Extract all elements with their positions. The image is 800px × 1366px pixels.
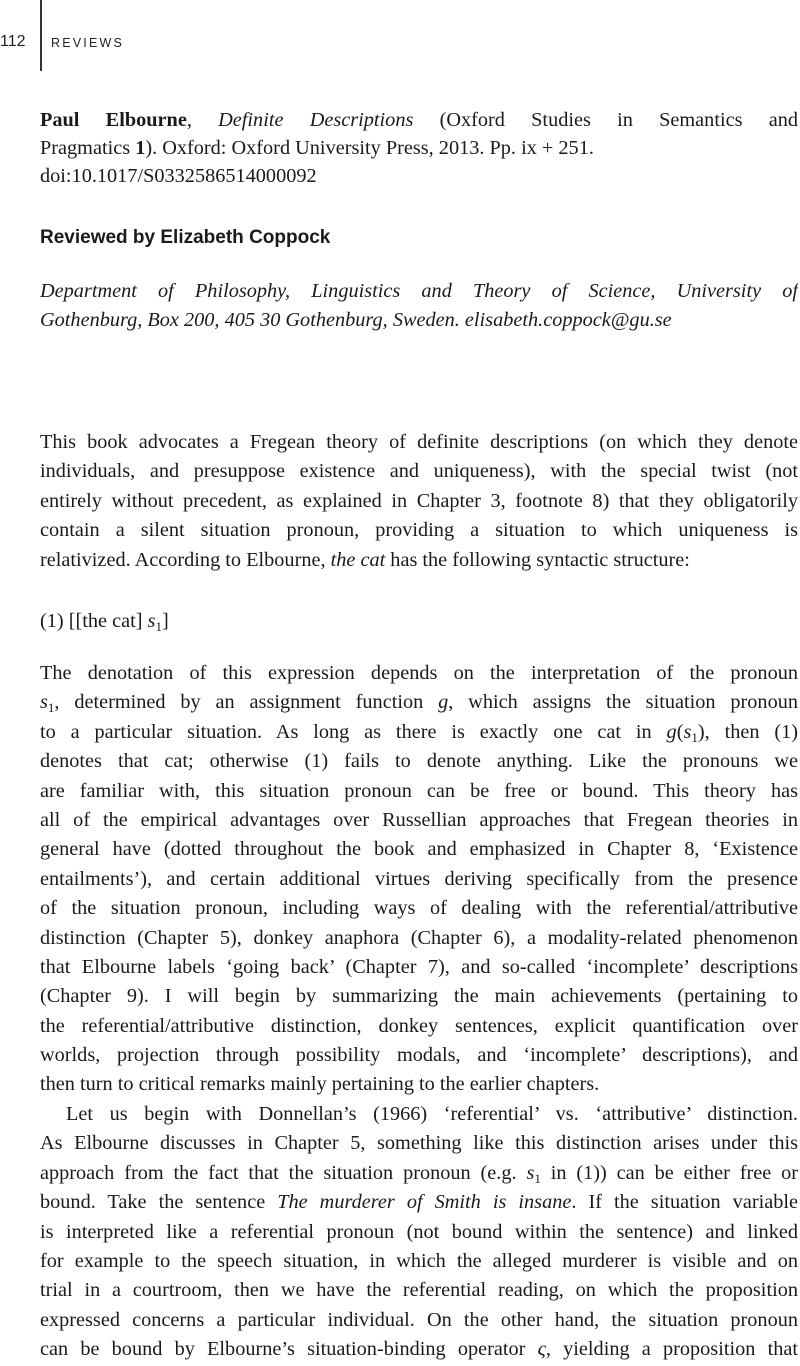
text-line: [40, 162, 798, 190]
text-line: [40, 1041, 798, 1070]
text-run: ]: [161, 610, 169, 632]
text-run: bound. Take the sentence: [40, 1191, 278, 1214]
text-line: [40, 457, 798, 486]
text-run: the referential/attributive distinction, donkey sentences, explicit quantification over: [40, 1014, 798, 1037]
text-run: This book advocates a Fregean theory of definite descriptions (on which they denote: [40, 431, 798, 453]
text-line: [40, 806, 798, 835]
text-run: (: [676, 720, 684, 743]
header-rule: [40, 0, 42, 71]
text-run: has the following syntactic structure:: [385, 548, 690, 571]
reviewer-affiliation: [40, 277, 798, 335]
text-line: [40, 1335, 798, 1364]
text-run: in (1)) can be either free or: [540, 1161, 798, 1184]
text-run: ). Oxford: Oxford University Press, 2013. Pp. ix + 251.: [145, 137, 594, 159]
text-run: contain a silent situation pronoun, providing a situation to which uniqueness is: [40, 519, 798, 542]
italic-text: ς: [537, 1338, 546, 1361]
text-run: (Oxford Studies in Semantics and: [413, 109, 798, 131]
text-run: approach from the fact that the situation pronoun (e.g.: [40, 1161, 527, 1184]
italic-text: s: [40, 691, 48, 714]
text-run: then turn to critical remarks mainly pertaining to the earlier chapters.: [40, 1073, 600, 1096]
text-run: Let us begin with Donnellan’s (1966) ‘referential’ vs. ‘attributive’ distinction.: [66, 1103, 798, 1125]
text-line: [40, 1218, 798, 1247]
paragraph-1: [40, 428, 798, 575]
text-run: (Chapter 9). I will begin by summarizing the main achievements (pertaining to: [40, 985, 798, 1008]
text-line: [40, 1159, 798, 1188]
italic-text: Department of Philosophy, Linguistics and Theory of Science, University of: [40, 280, 798, 302]
running-head: REVIEWS: [51, 36, 125, 50]
reviewer-heading: Reviewed by Elizabeth Coppock: [40, 227, 331, 248]
text-run: , yielding a proposition that: [545, 1338, 798, 1361]
text-run: relativized. According to Elbourne,: [40, 548, 331, 571]
text-line: [40, 953, 798, 982]
text-run: is interpreted like a referential pronoun (not bound within the sentence) and linked: [40, 1220, 798, 1243]
text-run: worlds, projection through possibility modals, and ‘incomplete’ descriptions), and: [40, 1044, 798, 1067]
text-line: [40, 1306, 798, 1335]
subscript: 1: [534, 1170, 541, 1186]
text-run: are familiar with, this situation pronoun can be free or bound. This theory has: [40, 779, 798, 802]
italic-text: s: [526, 1161, 535, 1184]
text-line: [40, 1247, 798, 1276]
text-run: for example to the speech situation, in which the alleged murderer is visible and on: [40, 1249, 798, 1272]
text-run: general have (dotted throughout the book and emphasized in Chapter 8, ‘Existence: [40, 838, 798, 861]
text-run: entirely without precedent, as explained in Chapter 3, footnote 8) that they obligatorily: [40, 489, 798, 512]
italic-text: s: [683, 720, 692, 743]
italic-text: Gothenburg, Box 200, 405 30 Gothenburg, Sweden. elisabeth.coppock@gu.se: [40, 309, 672, 331]
text-line: [40, 982, 798, 1011]
text-run: As Elbourne discusses in Chapter 5, something like this distinction arises under this: [40, 1132, 798, 1155]
text-line: [40, 546, 798, 575]
text-line: [40, 659, 798, 688]
text-run: to a particular situation. As long as there is exactly one cat in: [40, 720, 667, 743]
text-run: ,: [186, 109, 219, 131]
italic-text: The murderer of Smith is insane: [277, 1191, 572, 1214]
subscript: 1: [47, 700, 55, 716]
text-line: [40, 306, 798, 335]
text-line: [40, 688, 798, 717]
italic-text: the cat: [330, 548, 386, 571]
text-line: [40, 1070, 798, 1099]
text-run: trial in a courtroom, then we have the referential reading, on which the proposition: [40, 1279, 798, 1302]
text-line: [40, 516, 798, 545]
text-line: [40, 1188, 798, 1217]
text-line: [40, 607, 798, 636]
text-run: denotes that cat; otherwise (1) fails to denote anything. Like the pronouns we: [40, 750, 798, 773]
text-run: Pragmatics: [40, 137, 136, 159]
text-run: distinction (Chapter 5), donkey anaphora (Chapter 6), a modality-related phenomenon: [40, 926, 798, 949]
text-line: [40, 1276, 798, 1305]
text-run: ), then (1): [697, 720, 798, 743]
text-run: expressed concerns a particular individual. On the other hand, the situation pronoun: [40, 1308, 798, 1331]
text-line: [40, 924, 798, 953]
text-line: [40, 835, 798, 864]
text-run: The denotation of this expression depends on the interpretation of the pronoun: [40, 662, 798, 684]
text-line: [40, 134, 798, 162]
text-run: . If the situation variable: [571, 1191, 798, 1214]
paragraph-2: [40, 659, 798, 1100]
paragraph-3: [40, 1100, 798, 1365]
text-line: [40, 428, 798, 457]
text-line: [40, 747, 798, 776]
subscript: 1: [155, 619, 162, 634]
text-run: , determined by an assignment function: [54, 691, 439, 714]
italic-text: Definite Descriptions: [218, 109, 414, 131]
text-run: can be bound by Elbourne’s situation-binding operator: [40, 1338, 538, 1361]
text-line: [40, 1012, 798, 1041]
page-number: 112: [0, 33, 26, 50]
example-1: [40, 607, 798, 636]
text-run: all of the empirical advantages over Russellian approaches that Fregean theories in: [40, 808, 798, 831]
text-run: individuals, and presuppose existence and uniqueness), with the special twist (not: [40, 460, 798, 483]
text-run: doi:10.1017/S0332586514000092: [40, 165, 317, 187]
text-run: (1) [[the cat]: [40, 610, 148, 632]
text-run: entailments’), and certain additional virtues deriving specifically from the presence: [40, 867, 798, 890]
text-run: that Elbourne labels ‘going back’ (Chapter 7), and so-called ‘incomplete’ descriptions: [40, 955, 798, 978]
italic-text: s: [147, 610, 156, 632]
text-run: , which assigns the situation pronoun: [448, 691, 798, 714]
text-line: [40, 777, 798, 806]
text-line: [40, 894, 798, 923]
bold-text: 1: [135, 137, 146, 159]
text-line: [40, 865, 798, 894]
text-line: [40, 277, 798, 306]
italic-text: g: [666, 720, 677, 743]
subscript: 1: [691, 729, 698, 745]
bold-text: Paul Elbourne: [40, 109, 187, 131]
book-citation: [40, 106, 798, 190]
text-line: [40, 106, 798, 134]
text-line: [40, 718, 798, 747]
text-line: [40, 487, 798, 516]
text-line: [40, 1100, 798, 1129]
text-line: [40, 1129, 798, 1158]
text-run: of the situation pronoun, including ways of dealing with the referential/attributive: [40, 897, 798, 920]
italic-text: g: [438, 691, 449, 714]
